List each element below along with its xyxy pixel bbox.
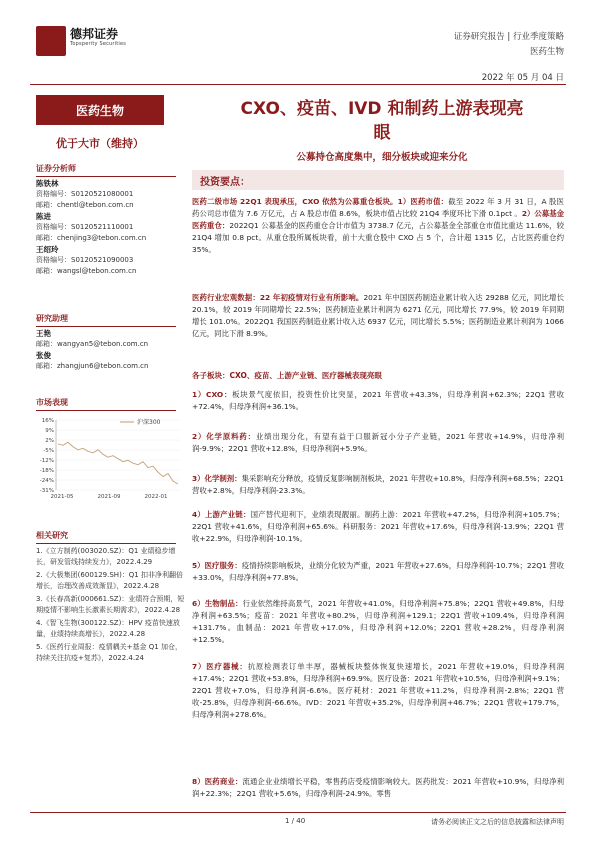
item-text: 集采影响充分释放，疫情反复影响制剂板块，2021 年营收+10.8%，归母净利润+68.5%；22Q1 营收+2.8%，归母净利润-23.3%。 xyxy=(192,474,564,495)
report-title-line2: 眼 xyxy=(373,123,391,143)
assistant-block xyxy=(36,328,184,372)
item-text: 抗原检测表订单丰厚，器械板块整体恢复快速增长，2021 年营收+19.0%，归母净利润+17.4%；22Q1 营收+53.8%，归母净利润+69.9%。医疗设备：2021 年营收+10.5%，归母净利润+9.1%；22Q1 营收+7.0%，归母净利润-6.6%。医疗耗材：2021 年营收+11.2%，归母净利润-2.8%；22Q1 营收-25.8%，归母净利润-66.6%。IVD：2021 年营收+35.2%，归母净利润+46.7%；22Q1 营收+179.7%，归母净利润+278.6%。 xyxy=(192,662,564,719)
related-item[interactable]: 2.《大极集团(600129.SH)：Q1 扣非净利翻倍增长，治理改善成效渐显》，2022.4.28 xyxy=(36,571,183,590)
report-date: 2022 年 05 月 04 日 xyxy=(481,73,564,83)
analyst-name: 陈进 xyxy=(36,212,51,221)
paragraph-lead: 医药行业宏观数据：22 年初疫情对行业有所影响。 xyxy=(192,293,364,302)
paragraph-lead: 医药二级市场 22Q1 表现承压，CXO 依然为公募重仓板块。1）医药市值： xyxy=(192,197,449,206)
related-item[interactable]: 4.《智飞生物(300122.SZ)：HPV 疫苗快速放量，业绩持续高增长》，2022.4.28 xyxy=(36,619,180,638)
y-tick-label: 16% xyxy=(41,418,54,424)
item-lead: 1）CXO： xyxy=(192,390,233,399)
paragraph-text: 2021 年中国医药制造业累计收入达 29288 亿元，同比增长 20.1%，较 2019 年同期增长 22.5%；医药制造业累计利润为 6271 亿元，同比增长 77.9%，较 2019 年同期增长 101.0%。2022Q1 我国医药制造业累计收入达 6937 亿元，同比增长 5.5%；医药制造业累计利润为 1066 亿元，同比下滑 8.9%。 xyxy=(192,293,564,338)
item-lead: 4）上游产业链： xyxy=(192,510,251,519)
item-lead: 8）医药商业： xyxy=(192,777,243,786)
x-tick-label: 2021-09 xyxy=(97,494,121,500)
analyst-name: 陈铁林 xyxy=(36,179,59,188)
y-tick-label: -24% xyxy=(39,478,54,484)
x-tick-label: 2021-05 xyxy=(50,494,74,500)
page-number: 1 / 40 xyxy=(285,817,306,825)
analyst-email[interactable]: 邮箱：chenjing3@tebon.com.cn xyxy=(36,234,147,242)
footer-disclaimer: 请务必阅读正文之后的信息披露和法律声明 xyxy=(431,818,564,826)
rating: 优于大市（维持） xyxy=(56,137,144,150)
header-divider xyxy=(30,84,566,85)
market-performance-chart xyxy=(30,412,190,502)
item-text: 业绩出现分化，有望有益于口服新冠小分子产业链，2021 年营收+14.9%，归母净利润-9.9%；22Q1 营收+12.8%，归母净利润+5.9%。 xyxy=(192,432,564,453)
item-text: 行业依然维持高景气，2021 年营收+41.0%，归母净利润+75.8%；22Q1 营收+49.8%，归母净利润+63.5%；疫苗：2021 年营收+80.2%，归母净利润+129.1；22Q1 营收+109.4%，归母净利润+131.7%。血制品：2021 年营收+17.0%，归母净利润+12.0%；22Q1 营收+28.2%，归母净利润+12.5%。 xyxy=(192,599,564,644)
analyst-block xyxy=(36,178,184,277)
subsector-item xyxy=(192,431,564,455)
market-heading: 市场表现 xyxy=(36,397,176,411)
subsector-heading: 各子板块：CXO、疫苗、上游产业链、医疗器械表现亮眼 xyxy=(192,371,382,380)
report-title-line1: CXO、疫苗、IVD 和制药上游表现亮 xyxy=(240,99,524,119)
paragraph-market xyxy=(192,196,564,256)
series-line xyxy=(58,442,178,484)
assistant-email[interactable]: 邮箱：wangyan5@tebon.com.cn xyxy=(36,340,149,348)
analyst-email[interactable]: 邮箱：chentl@tebon.com.cn xyxy=(36,201,134,209)
item-lead: 2）化学原料药： xyxy=(192,432,256,441)
logo-en: Topsperity Securities xyxy=(70,41,127,47)
item-text: 流通企业业绩增长平稳，零售药店受疫情影响较大。医药批发：2021 年营收+10.9%，归母净利润+22.3%；22Q1 营收+5.6%，归母净利润-24.9%。零售 xyxy=(192,777,564,798)
paragraph-text: 截至 2022 年 3 月 31 日，A 股医药公司总市值为 7.6 万亿元，占 A 股总市值 8.6%，板块市值占比较 21Q4 季度环比下滑 0.1pct 。 xyxy=(192,197,564,218)
subsector-item xyxy=(192,661,564,721)
item-lead: 6）生物制品： xyxy=(192,599,243,608)
assistants-heading: 研究助理 xyxy=(36,313,176,327)
related-item[interactable]: 3.《长春高新(000661.SZ)：业绩符合预期，短期疫情不影响生长激素长期需求》，2022.4.28 xyxy=(36,595,185,614)
analysts-heading: 证券分析师 xyxy=(36,163,176,177)
industry-badge: 医药生物 xyxy=(36,95,164,125)
key-points-bar: 投资要点： xyxy=(192,170,564,190)
report-type: 证券研究报告 | 行业季度策略 xyxy=(453,32,564,42)
related-item[interactable]: 5.《医药行业周报：疫情耦关+基金 Q1 加仓，持续关注抗疫+复苏》，2022.4.24 xyxy=(36,643,182,662)
assistant-email[interactable]: 邮箱：zhangjun6@tebon.com.cn xyxy=(36,362,149,370)
subsector-item xyxy=(192,776,564,800)
analyst-cert: 资格编号：S0120521110001 xyxy=(36,223,134,231)
paragraph-text: 2022Q1 公募基金的医药重仓合计市值为 3738.7 亿元，占公募基金全部重仓市值比重达 11.6%，较 21Q4 增加 0.8 pct。从重仓股所属板块看，前十大重仓股中 CXO 占 5 个，合计超 1315 亿，占比医药重仓约 35%。 xyxy=(192,221,564,254)
footer-divider xyxy=(30,812,566,813)
report-subtitle: 公募持仓高度集中，细分板块或迎来分化 xyxy=(296,152,468,163)
related-heading: 相关研究 xyxy=(36,530,176,544)
subsector-item xyxy=(192,598,564,646)
subsector-item xyxy=(192,509,564,545)
item-text: 板块景气度依旧，投资性价比突显，2021 年营收+43.3%，归母净利润+62.3%；22Q1 营收+72.4%，归母净利润+36.1%。 xyxy=(192,390,564,411)
paragraph-lead: 2）公募基金医药重仓： xyxy=(192,209,564,230)
logo-cn: 德邦证券 xyxy=(70,27,119,41)
y-tick-label: 2% xyxy=(45,438,54,444)
item-lead: 3）化学制剂： xyxy=(192,474,242,483)
y-tick-label: -31% xyxy=(39,488,54,494)
analyst-cert: 资格编号：S0120521080001 xyxy=(36,190,134,198)
item-text: 疫情持续影响板块，业绩分化较为严重，2021 年营收+27.6%，归母净利润-10.7%；22Q1 营收+33.0%，归母净利润+77.8%。 xyxy=(192,561,564,582)
y-tick-label: -12% xyxy=(39,458,54,464)
assistant-name: 王艳 xyxy=(36,329,51,338)
analyst-name: 王绍玲 xyxy=(36,245,59,254)
analyst-email[interactable]: 邮箱：wangsl@tebon.com.cn xyxy=(36,267,137,275)
subsector-item xyxy=(192,560,564,584)
paragraph-macro xyxy=(192,292,564,340)
header-industry: 医药生物 xyxy=(529,47,564,57)
item-lead: 7）医疗器械： xyxy=(192,662,248,671)
item-text: 国产替代迎利下，业绩表现靓丽。制药上游：2021 年营收+47.2%，归母净利润+105.7%；22Q1 营收+41.6%，归母净利润+65.6%。科研服务：2021 年营收+17.6%，归母净利润-13.9%；22Q1 营收+22.9%，归母净利润-10.1%。 xyxy=(192,510,564,543)
y-tick-label: 9% xyxy=(45,428,54,434)
y-tick-label: -5% xyxy=(43,448,54,454)
x-tick-label: 2022-01 xyxy=(144,494,168,500)
legend-label: 沪深300 xyxy=(137,419,161,426)
assistant-name: 张俊 xyxy=(36,351,51,360)
related-item[interactable]: 1.《立方制药(003020.SZ)：Q1 业绩稳步增长，研发管线持续发力》，2022.4.29 xyxy=(36,547,176,566)
analyst-cert: 资格编号：S0120521090003 xyxy=(36,256,134,264)
related-list xyxy=(36,546,186,666)
item-lead: 5）医疗服务： xyxy=(192,561,242,570)
y-tick-label: -18% xyxy=(39,468,54,474)
subsector-item xyxy=(192,473,564,497)
company-logo-icon xyxy=(36,26,66,56)
subsector-item xyxy=(192,389,564,413)
